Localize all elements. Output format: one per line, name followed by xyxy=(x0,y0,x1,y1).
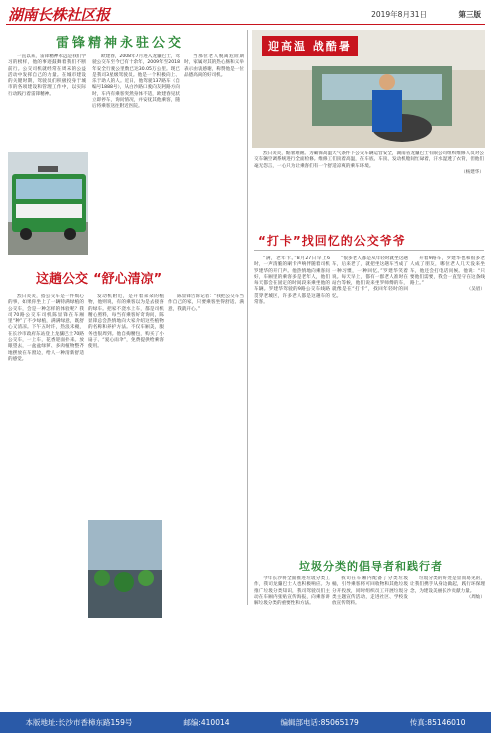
article5-col3: 垃圾分类的好处是显而易见的，让我们携手从身边做起，践行环保理念，为建设美丽长沙贡献力量。 （周灿） xyxy=(410,576,485,600)
article1-title: 雷锋精神永驻公交 xyxy=(55,36,184,51)
masthead xyxy=(8,4,208,24)
article2-col3: 陈显锋告诉记者：“我把公交车当作自己的家，只要乘客坐得舒适、满意，我就开心。” xyxy=(168,294,244,312)
footer-phone: 编辑部电话:85065179 xyxy=(280,718,359,727)
plants-photo xyxy=(88,520,162,618)
article5-col2: 我司在车厢内配备了分类垃圾桶，引导乘客将可回收物和其他垃圾分开投放，同时组织员工开展垃圾分类主题宣传活动，走进社区、学校发放宣传资料。 xyxy=(332,576,408,607)
column-divider xyxy=(247,30,248,605)
article4-col3: 开着9路车，罗建华也和很多老人成了朋友，哪位老人几天没来坐车，他还会打电话问候。他说：“只要他们需要，我会一直坚守在这条线路上。” （吴眉） xyxy=(410,256,485,293)
article1-col1: 一直以来，雷锋精神永远是我们学习的榜样，他的事迹鼓舞着我们不断前行。公交司机就经常在周末的公益活动中发挥自己的力量。在城市建设的关键时期，驾驶员们积极投身于城市的各项建设和管理工作中，以实际行动践行着雷锋精神。 xyxy=(8,54,86,97)
footer-postcode: 邮编:410014 xyxy=(183,718,230,727)
article5-title: 垃圾分类的倡导者和践行者 xyxy=(299,560,443,573)
article2-title-a: 这趟公交 xyxy=(36,272,89,287)
article1-col3: 当那位老人脱离危险期时，家属对其的热心肠和义举表示由衷感谢，称赞他是一位品德高尚的好司机。 xyxy=(184,54,244,78)
article5-byline: （周灿） xyxy=(466,594,485,600)
article3-title: 迎高温 战酷暑 xyxy=(262,36,358,56)
footer-bar xyxy=(0,712,491,733)
header-rule xyxy=(6,24,485,25)
article3-byline: （杨建华） xyxy=(461,169,484,175)
article4-col2: “很多老人都是从年轻时就坐这趟车，后来老了，就把坐这趟车当成了一种习惯，一种回忆。”罗建华笑着说。每天早上，都有一群老人准时在站台等候，他们说来坐罗师傅的车，就像是在“打卡”，找回年轻时的回忆。 xyxy=(332,256,408,299)
header-date: 2019年8月31日 xyxy=(371,10,427,19)
article3-caption: 烈日炎炎，酷暑难耐。为确保高温天气条件下公交车辆运营安全，湖南省龙骧巴士有限公司组织维修人员对公交车辆空调系统进行全面检修。维修工们顶着高温，在车底、车顶、发动机舱间忙碌着，汗水湿透了衣背，但他们毫无怨言，一心只为让乘客们有一个舒适凉爽的乘车环境。 （杨建华） xyxy=(254,151,484,175)
article2-col2: 发动机附近，是开着朵朵的植物，他则说，有的乘客以为是去接喜的绿车。把家不浇水上车，都是司机精心照料，每当有乘客好奇询问，陈显锋总会热情地向大家介绍这些植物的名称和养护方法。不仅车厢美，服务也很周到。他自掏腰包，购买了小扇子、“爱心雨伞”，免费提供给乘客使用。 xyxy=(88,294,164,350)
article5-col1: 今年长沙将全面推进垃圾分类工作，我司龙骧巴士人也积极响应。为推广垃圾分类知识，我司驾驶员们主动在车厢内张贴宣传海报，向乘客讲解垃圾分类的重要性和方法。 xyxy=(254,576,330,607)
article4-title: “打卡”找回忆的公交爷爷 xyxy=(258,234,406,248)
masthead-title: 湖南长株社区报 xyxy=(8,6,110,24)
article1-col2: 欧建春，2008年7月进入龙骧巴士，驾驶公交车至今已有十余年，2009年至2018年安全行驶公里数已达30.05万公里。现已是我司3星级驾驶员。他是一个积极向上、乐于助人的人。近日，他驾驶137路车（自编号1888号），从白沙路口驶向友阿路方向时，车内有乘客突然身体不适，欧建春见状立即停车，询问情况，并安抚其他乘客，随后将乘客送往附近医院。 xyxy=(92,54,180,110)
footer-address: 本版地址:长沙市香樟东路159号 xyxy=(25,718,133,727)
article4-col1: “满，老年卡。”8月27日早上6时，一声清脆的刷卡声响伴随着司机罗建华的开门声。他热情地向乘客问好，车厢里的乘客多是老年人，他们每天都会在固定的时间段来乘坐他的车辆。罗建华驾驶的9路公交车线路贯穿老城区，许多老人都是这趟车的常客。 xyxy=(254,256,330,306)
footer-fax: 传真:85146010 xyxy=(409,718,466,727)
article4-rule xyxy=(254,250,484,251)
article2-title-b: “舒心清凉” xyxy=(93,272,163,287)
bus-photo xyxy=(8,152,88,255)
article2-col1: 烈日炎炎，搭公交车是一件烦心的事，如果你坐上了一辆特满绿植的公交车，会是一种怎样的体验呢？我司70路公交车司机陈显锋在车厢里“种”了不少绿植，满满绿意，既舒心又清凉。下午五时许，热浪未褪，在长沙市政府东站登上龙骧巴士70路公交车，一上车，花香迎面扑来。放眼望去，一盆盆绿萝、多肉植物整齐地摆放在车窗边，给人一种清新舒适的感觉。 xyxy=(8,294,84,362)
header-page: 第三版 xyxy=(458,10,481,19)
article2-title xyxy=(36,268,246,290)
article4-byline: （吴眉） xyxy=(466,287,485,293)
